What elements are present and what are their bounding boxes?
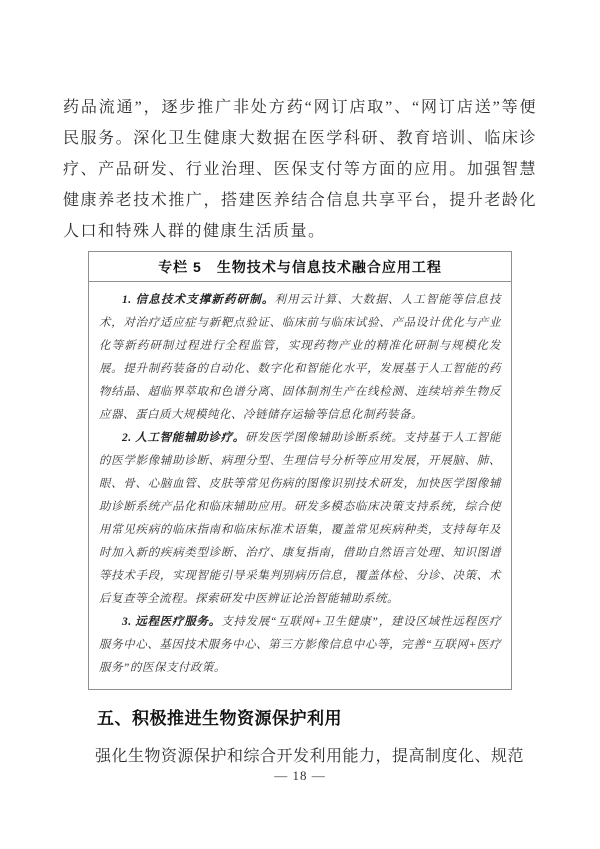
box-item-1 — [99, 289, 501, 427]
box-item-3-text: 支持发展“互联网+卫生健康”，建设区域性远程医疗服务中心、基因技术服务中心、第三方影像信息中心等，完善“互联网+医疗服务”的医保支付政策。 — [99, 616, 502, 674]
column-5-box-title: 专栏 5 生物技术与信息技术融合应用工程 — [89, 252, 511, 282]
box-item-3 — [99, 611, 501, 680]
box-item-3-lead: 3. 远程医疗服务。 — [122, 616, 222, 628]
page-number: — 18 — — [274, 768, 326, 783]
intro-paragraph: 药品流通”，逐步推广非处方药“网订店取”、“网订店送”等便民服务。深化卫生健康大数据在医学科研、教育培训、临床诊疗、产品研发、行业治理、医保支付等方面的应用。加强智慧健康养老技术推广，搭建医养结合信息共享平台，提升老龄化人口和特殊人群的健康生活质量。 — [63, 99, 537, 240]
box-item-2-lead: 2. 人工智能辅助诊疗。 — [122, 432, 245, 444]
box-item-2 — [99, 427, 501, 611]
box-item-2-text: 研发医学图像辅助诊断系统。支持基于人工智能的医学影像辅助诊断、病理分型、生理信号分析等应用发展，开展脑、肺、眼、骨、心脑血管、皮肤等常见伤病的图像识别技术研发，加快医学图像辅助诊断系统产品化和临床辅助应用。研发多模态临床决策支持系统，综合使用常见疾病的临床指南和临床标准术语集，覆盖常见疾病种类，支持每年及时加入新的疾病类型诊断、治疗、康复指南，借助自然语言处理、知识图谱等技术手段，实现智能引导采集判别病历信息，覆盖体检、分诊、决策、术后复查等全流程。探索研发中医辨证论治智能辅助系统。 — [99, 432, 501, 605]
column-5-box — [88, 251, 512, 690]
box-item-1-text: 利用云计算、大数据、人工智能等信息技术，对治疗适应症与新靶点验证、临床前与临床试验、产品设计优化与产业化等新药研制过程进行全程监管，实现药物产业的精准化研制与规模化发展。提升制药装备的自动化、数字化和智能化水平，发展基于人工智能的药物结晶、超临界萃取和色谱分离、固体制剂生产在线检测、连续培养生物反应器、蛋白质大规模纯化、冷链储存运输等信息化制药装备。 — [99, 294, 502, 421]
box-item-1-lead: 1. 信息技术支撑新药研制。 — [122, 294, 275, 306]
section-heading: 五、积极推进生物资源保护利用 — [97, 709, 342, 728]
column-5-box-body — [89, 282, 511, 689]
section-paragraph: 强化生物资源保护和综合开发利用能力，提高制度化、规范 — [95, 748, 525, 765]
